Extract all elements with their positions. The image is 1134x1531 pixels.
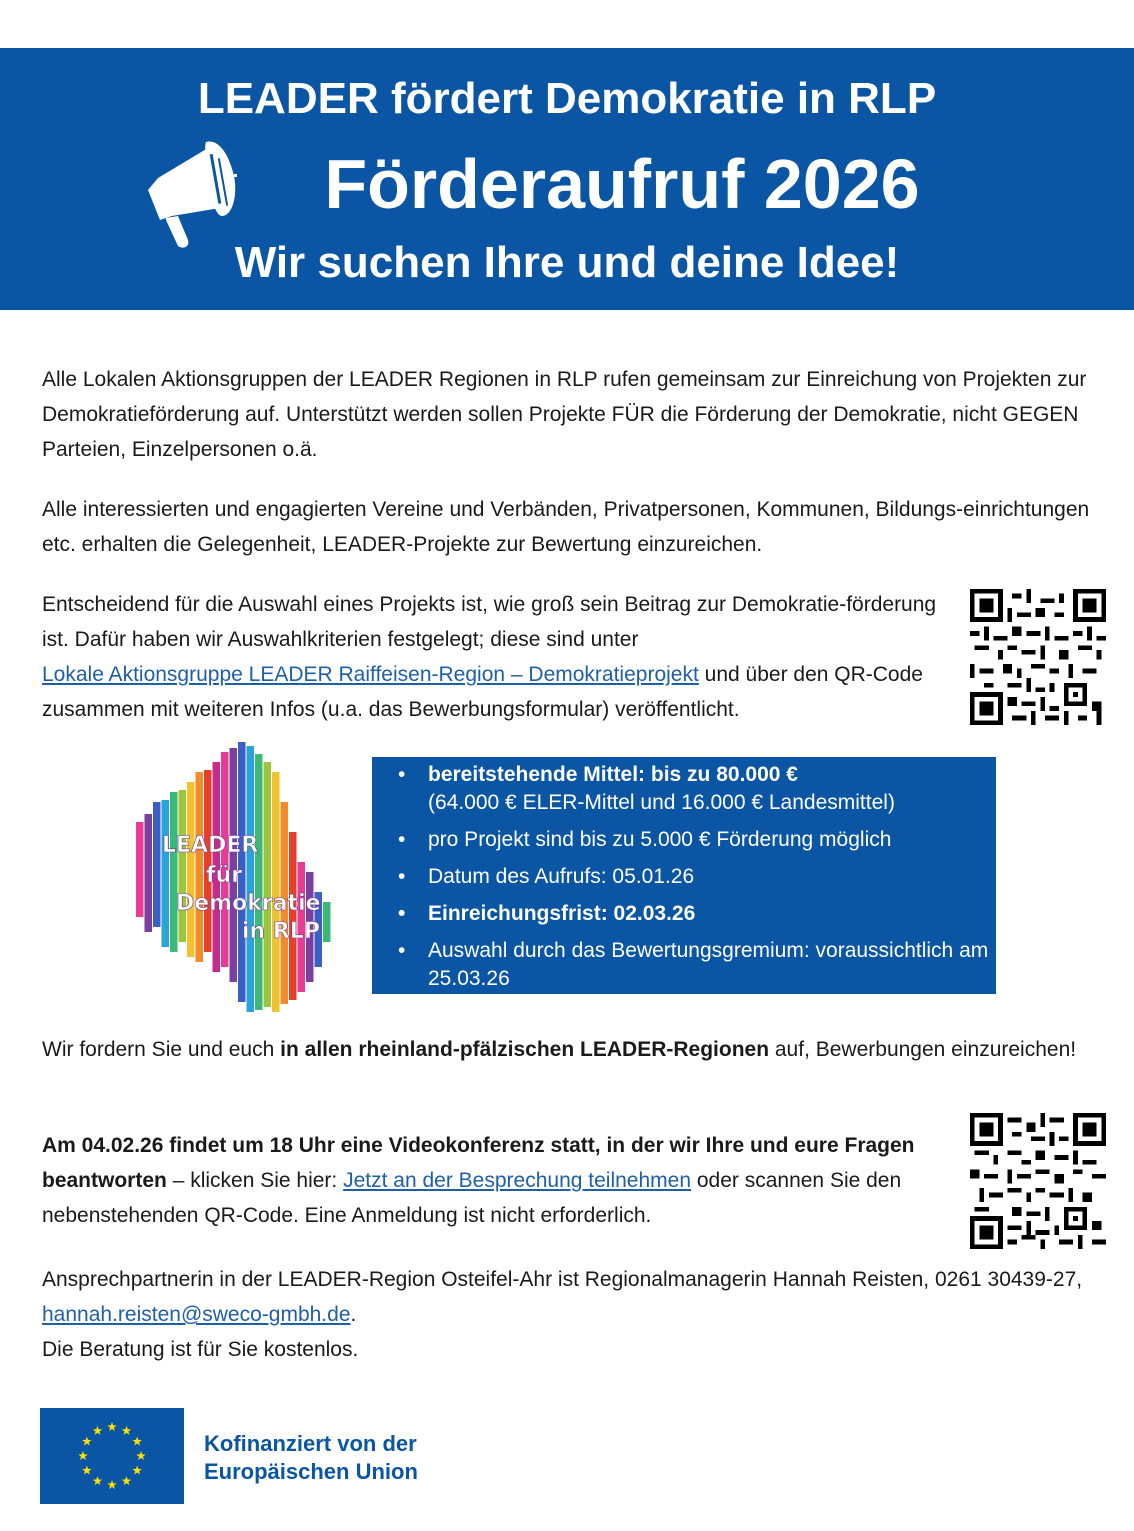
logo-stripe <box>247 746 255 1012</box>
intro-paragraph-3 <box>42 587 962 727</box>
logo-stripe <box>170 792 178 952</box>
contact-email-link[interactable]: hannah.reisten@sweco-gmbh.de <box>42 1303 351 1326</box>
logo-stripe <box>196 772 204 962</box>
eu-text-line-2: Europäischen Union <box>204 1459 418 1484</box>
consultation-note: Die Beratung ist für Sie kostenlos. <box>42 1338 359 1361</box>
info-item-selection: • Auswahl durch das Bewertungsgremium: voraussichtlich am 25.03.26 <box>372 937 996 993</box>
logo-stripe <box>162 800 170 947</box>
header-banner <box>0 48 1134 310</box>
contact-paragraph: Ansprechpartnerin in der LEADER-Region Osteifel-Ahr ist Regionalmanagerin Hannah Reisten, 0261 30439-27, hannah.reisten@sweco-gmbh.de. Die Beratung ist für Sie kostenlos. <box>42 1268 1083 1361</box>
eu-cofunding-text <box>204 1430 418 1486</box>
logo-stripe <box>187 782 195 957</box>
funding-info-box <box>372 757 996 994</box>
logo-line-1: LEADER <box>162 833 259 858</box>
criteria-text: Entscheidend für die Auswahl eines Projekts ist, wie groß sein Beitrag zur Demokratie-förderung ist. Dafür haben wir Auswahlkriterien festgelegt; diese sind unter <box>42 593 937 651</box>
leader-demokratie-logo <box>132 742 350 1014</box>
logo-line-3: Demokratie <box>176 891 321 916</box>
eu-flag-icon <box>40 1408 184 1504</box>
info-item-call-date: • Datum des Aufrufs: 05.01.26 <box>372 863 996 891</box>
video-conference-paragraph: Am 04.02.26 findet um 18 Uhr eine Videokonferenz statt, in der wir Ihre und eure Fragen beantworten – klicken Sie hier: Jetzt an der Besprechung teilnehmen oder scannen Sie den nebenstehenden QR-Code. Eine Anmeldung ist nicht erforderlich. <box>42 1134 915 1227</box>
criteria-text-end: und über den QR-Code zusammen mit weiteren Infos (u.a. das Bewerbungsformular) veröffentlicht. <box>42 663 923 721</box>
logo-line-2: für <box>206 863 243 888</box>
logo-stripe <box>145 814 153 932</box>
intro-paragraph-1: Alle Lokalen Aktionsgruppen der LEADER Regionen in RLP rufen gemeinsam zur Einreichung von Projekten zur Demokratieförderung auf. Unterstützt werden sollen Projekte FÜR die Förderung der Demokratie, nicht GEGEN Parteien, Einzelpersonen o.ä. <box>42 368 1087 461</box>
logo-stripe <box>255 754 263 1010</box>
logo-stripe <box>289 832 297 1000</box>
logo-stripe <box>221 752 229 967</box>
criteria-link[interactable]: Lokale Aktionsgruppe LEADER Raiffeisen-Region – Demokratieprojekt <box>42 663 699 686</box>
qr-code-meeting[interactable] <box>970 1113 1106 1249</box>
qr-code-info[interactable] <box>970 589 1106 725</box>
info-item-per-project: • pro Projekt sind bis zu 5.000 € Förderung möglich <box>372 826 996 854</box>
logo-stripe <box>179 790 187 942</box>
info-item-deadline: • Einreichungsfrist: 02.03.26 <box>372 900 996 928</box>
eu-text-line-1: Kofinanziert von der <box>204 1431 417 1456</box>
meeting-join-link[interactable]: Jetzt an der Besprechung teilnehmen <box>343 1169 691 1192</box>
logo-stripe <box>323 902 331 942</box>
intro-paragraph-2: Alle interessierten und engagierten Vereine und Verbänden, Privatpersonen, Kommunen, Bildungs-einrichtungen etc. erhalten die Gelegenheit, LEADER-Projekte zur Bewertung einzureichen. <box>42 498 1090 556</box>
call-paragraph: Wir fordern Sie und euch in allen rheinland-pfälzischen LEADER-Regionen auf, Bewerbungen einzureichen! <box>42 1038 1077 1061</box>
header-headline: Förderaufruf 2026 <box>324 145 920 223</box>
header-subtitle: Wir suchen Ihre und deine Idee! <box>234 238 900 287</box>
logo-stripe <box>136 822 144 917</box>
info-item-funds: • bereitstehende Mittel: bis zu 80.000 € (64.000 € ELER-Mittel und 16.000 € Landesmittel) <box>372 761 996 817</box>
logo-line-4: in RLP <box>242 919 320 944</box>
logo-stripe <box>153 802 161 927</box>
logo-stripe <box>264 762 272 1007</box>
header-title: LEADER fördert Demokratie in RLP <box>197 74 937 123</box>
logo-stripe <box>204 770 212 952</box>
